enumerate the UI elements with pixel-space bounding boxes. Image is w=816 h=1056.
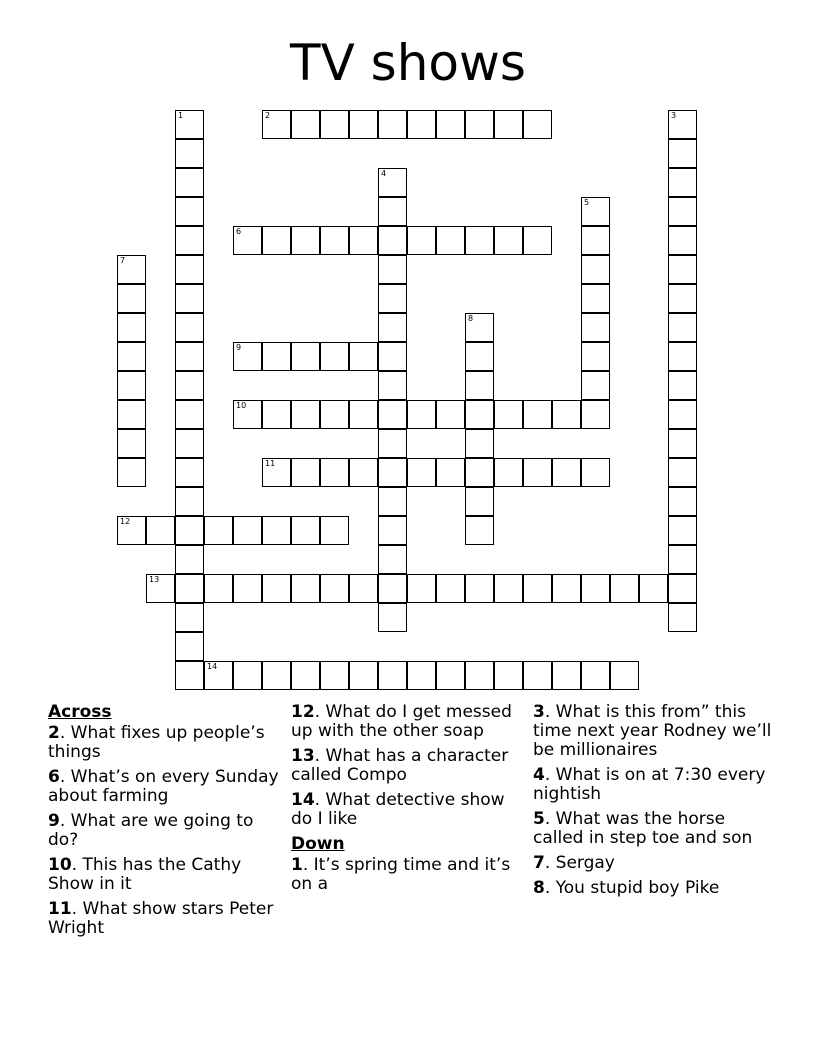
- crossword-cell[interactable]: [378, 226, 407, 255]
- crossword-cell[interactable]: [262, 110, 291, 139]
- crossword-cell[interactable]: [494, 458, 523, 487]
- crossword-cell[interactable]: [581, 226, 610, 255]
- clue-column-3: [533, 703, 773, 904]
- crossword-cell[interactable]: [378, 458, 407, 487]
- crossword-cell[interactable]: [668, 110, 697, 139]
- crossword-cell[interactable]: [436, 400, 465, 429]
- crossword-cell[interactable]: [349, 110, 378, 139]
- crossword-cell[interactable]: [668, 313, 697, 342]
- crossword-cell[interactable]: [117, 516, 146, 545]
- crossword-cell[interactable]: [407, 400, 436, 429]
- clue-number: 9: [236, 343, 242, 352]
- crossword-cell[interactable]: [552, 400, 581, 429]
- crossword-cell[interactable]: [465, 516, 494, 545]
- crossword-cell[interactable]: [175, 168, 204, 197]
- crossword-cell[interactable]: [117, 284, 146, 313]
- crossword-cell[interactable]: [668, 516, 697, 545]
- crossword-cell[interactable]: [668, 255, 697, 284]
- crossword-cell[interactable]: [204, 516, 233, 545]
- clue-number: 12: [120, 517, 131, 526]
- crossword-cell[interactable]: [175, 139, 204, 168]
- crossword-cell[interactable]: [349, 574, 378, 603]
- crossword-cell[interactable]: [349, 458, 378, 487]
- crossword-cell[interactable]: [610, 574, 639, 603]
- crossword-cell[interactable]: [146, 516, 175, 545]
- clue-across-11: 11. What show stars Peter Wright: [48, 899, 274, 938]
- crossword-cell[interactable]: [581, 400, 610, 429]
- crossword-cell[interactable]: [465, 371, 494, 400]
- crossword-cell[interactable]: [291, 400, 320, 429]
- crossword-cell[interactable]: [262, 226, 291, 255]
- crossword-cell[interactable]: [378, 429, 407, 458]
- crossword-cell[interactable]: [175, 458, 204, 487]
- crossword-cell[interactable]: [668, 139, 697, 168]
- crossword-cell[interactable]: [378, 110, 407, 139]
- crossword-cell[interactable]: [320, 661, 349, 690]
- crossword-cell[interactable]: [552, 458, 581, 487]
- clue-down-7: 7. Sergay: [533, 853, 615, 873]
- crossword-cell[interactable]: [291, 458, 320, 487]
- crossword-cell[interactable]: [494, 226, 523, 255]
- crossword-cell[interactable]: [291, 110, 320, 139]
- crossword-cell[interactable]: [349, 342, 378, 371]
- clue-across-10: 10. This has the Cathy Show in it: [48, 855, 242, 894]
- clue-across-14: 14. What detective show do I like: [291, 790, 505, 829]
- clue-across-12: 12. What do I get messed up with the other soap: [291, 702, 512, 741]
- crossword-cell[interactable]: [262, 661, 291, 690]
- crossword-cell[interactable]: [175, 400, 204, 429]
- crossword-cell[interactable]: [407, 661, 436, 690]
- crossword-cell[interactable]: [175, 313, 204, 342]
- crossword-cell[interactable]: [436, 226, 465, 255]
- crossword-cell[interactable]: [146, 574, 175, 603]
- crossword-cell[interactable]: [668, 284, 697, 313]
- crossword-cell[interactable]: [581, 197, 610, 226]
- crossword-cell[interactable]: [610, 661, 639, 690]
- crossword-cell[interactable]: [581, 313, 610, 342]
- crossword-cell[interactable]: [436, 661, 465, 690]
- clue-down-8: 8. You stupid boy Pike: [533, 878, 720, 898]
- clue-column-1: [48, 703, 288, 944]
- crossword-cell[interactable]: [320, 458, 349, 487]
- crossword-cell[interactable]: [465, 400, 494, 429]
- crossword-cell[interactable]: [320, 400, 349, 429]
- crossword-cell[interactable]: [291, 574, 320, 603]
- crossword-cell[interactable]: [407, 574, 436, 603]
- crossword-cell[interactable]: [117, 342, 146, 371]
- clue-number: 1: [178, 111, 184, 120]
- crossword-cell[interactable]: [117, 400, 146, 429]
- clue-number: 7: [120, 256, 126, 265]
- crossword-cell[interactable]: [204, 574, 233, 603]
- crossword-cell[interactable]: [523, 458, 552, 487]
- crossword-cell[interactable]: [581, 284, 610, 313]
- crossword-cell[interactable]: [378, 574, 407, 603]
- clue-across-13: 13. What has a character called Compo: [291, 746, 509, 785]
- crossword-cell[interactable]: [233, 516, 262, 545]
- crossword-cell[interactable]: [262, 342, 291, 371]
- crossword-cell[interactable]: [233, 226, 262, 255]
- crossword-cell[interactable]: [523, 226, 552, 255]
- crossword-cell[interactable]: [581, 255, 610, 284]
- page-title: TV shows: [290, 34, 526, 92]
- crossword-cell[interactable]: [523, 574, 552, 603]
- crossword-cell[interactable]: [407, 458, 436, 487]
- clue-across-2: 2. What fixes up people’s things: [48, 723, 265, 762]
- crossword-cell[interactable]: [378, 313, 407, 342]
- crossword-cell[interactable]: [465, 110, 494, 139]
- crossword-cell[interactable]: [320, 342, 349, 371]
- crossword-cell[interactable]: [262, 574, 291, 603]
- crossword-cell[interactable]: [175, 632, 204, 661]
- crossword-cell[interactable]: [378, 545, 407, 574]
- across-heading: Across: [48, 702, 112, 722]
- crossword-cell[interactable]: [668, 487, 697, 516]
- crossword-cell[interactable]: [175, 545, 204, 574]
- crossword-cell[interactable]: [262, 458, 291, 487]
- clue-number: 13: [149, 575, 160, 584]
- crossword-cell[interactable]: [465, 429, 494, 458]
- crossword-cell[interactable]: [465, 487, 494, 516]
- crossword-cell[interactable]: [523, 400, 552, 429]
- crossword-cell[interactable]: [175, 255, 204, 284]
- crossword-cell[interactable]: [378, 603, 407, 632]
- crossword-cell[interactable]: [494, 661, 523, 690]
- crossword-cell[interactable]: [378, 516, 407, 545]
- crossword-cell[interactable]: [552, 661, 581, 690]
- clue-number: 2: [265, 111, 271, 120]
- crossword-cell[interactable]: [494, 400, 523, 429]
- crossword-cell[interactable]: [465, 574, 494, 603]
- crossword-cell[interactable]: [668, 400, 697, 429]
- crossword-cell[interactable]: [668, 574, 697, 603]
- crossword-cell[interactable]: [378, 400, 407, 429]
- crossword-cell[interactable]: [378, 342, 407, 371]
- crossword-cell[interactable]: [117, 429, 146, 458]
- crossword-cell[interactable]: [233, 661, 262, 690]
- crossword-cell[interactable]: [291, 342, 320, 371]
- crossword-cell[interactable]: [175, 226, 204, 255]
- crossword-cell[interactable]: [233, 342, 262, 371]
- crossword-cell[interactable]: [668, 429, 697, 458]
- clue-down-1: 1. It’s spring time and it’s on a: [291, 855, 511, 894]
- crossword-cell[interactable]: [320, 516, 349, 545]
- crossword-cell[interactable]: [175, 661, 204, 690]
- crossword-cell[interactable]: [581, 574, 610, 603]
- clue-number: 3: [671, 111, 677, 120]
- crossword-cell[interactable]: [378, 371, 407, 400]
- clue-across-6: 6. What’s on every Sunday about farming: [48, 767, 279, 806]
- crossword-cell[interactable]: [581, 342, 610, 371]
- clue-down-5: 5. What was the horse called in step toe and son: [533, 809, 753, 848]
- crossword-cell[interactable]: [465, 226, 494, 255]
- crossword-cell[interactable]: [668, 197, 697, 226]
- crossword-cell[interactable]: [291, 661, 320, 690]
- crossword-cell[interactable]: [465, 458, 494, 487]
- crossword-cell[interactable]: [639, 574, 668, 603]
- crossword-cell[interactable]: [117, 313, 146, 342]
- crossword-cell[interactable]: [668, 545, 697, 574]
- crossword-cell[interactable]: [581, 371, 610, 400]
- crossword-cell[interactable]: [465, 313, 494, 342]
- crossword-cell[interactable]: [175, 487, 204, 516]
- crossword-cell[interactable]: [378, 197, 407, 226]
- clue-number: 11: [265, 459, 276, 468]
- clue-column-2: [291, 703, 531, 900]
- clue-number: 8: [468, 314, 474, 323]
- clue-number: 5: [584, 198, 590, 207]
- crossword-cell[interactable]: [668, 603, 697, 632]
- crossword-cell[interactable]: [175, 110, 204, 139]
- clue-down-4: 4. What is on at 7:30 every nightish: [533, 765, 766, 804]
- clue-number: 4: [381, 169, 387, 178]
- crossword-cell[interactable]: [494, 574, 523, 603]
- crossword-cell[interactable]: [436, 574, 465, 603]
- crossword-cell[interactable]: [668, 371, 697, 400]
- clue-across-9: 9. What are we going to do?: [48, 811, 254, 850]
- clue-number: 10: [236, 401, 247, 410]
- crossword-cell[interactable]: [581, 661, 610, 690]
- crossword-cell[interactable]: [117, 458, 146, 487]
- crossword-cell[interactable]: [117, 255, 146, 284]
- crossword-cell[interactable]: [262, 516, 291, 545]
- crossword-cell[interactable]: [175, 342, 204, 371]
- crossword-cell[interactable]: [668, 168, 697, 197]
- crossword-cell[interactable]: [407, 110, 436, 139]
- crossword-cell[interactable]: [175, 197, 204, 226]
- crossword-cell[interactable]: [233, 400, 262, 429]
- crossword-cell[interactable]: [291, 226, 320, 255]
- crossword-cell[interactable]: [378, 255, 407, 284]
- crossword-cell[interactable]: [436, 458, 465, 487]
- crossword-cell[interactable]: [175, 574, 204, 603]
- crossword-cell[interactable]: [320, 574, 349, 603]
- crossword-cell[interactable]: [320, 226, 349, 255]
- crossword-cell[interactable]: [349, 661, 378, 690]
- crossword-cell[interactable]: [320, 110, 349, 139]
- crossword-cell[interactable]: [175, 284, 204, 313]
- crossword-cell[interactable]: [436, 110, 465, 139]
- crossword-cell[interactable]: [233, 574, 262, 603]
- crossword-cell[interactable]: [175, 603, 204, 632]
- crossword-cell[interactable]: [668, 226, 697, 255]
- crossword-cell[interactable]: [523, 110, 552, 139]
- crossword-cell[interactable]: [494, 110, 523, 139]
- clue-down-3: 3. What is this from” this time next year Rodney we’ll be millionaires: [533, 702, 772, 760]
- crossword-cell[interactable]: [668, 342, 697, 371]
- crossword-cell[interactable]: [378, 168, 407, 197]
- crossword-cell[interactable]: [175, 516, 204, 545]
- crossword-cell[interactable]: [668, 458, 697, 487]
- crossword-cell[interactable]: [523, 661, 552, 690]
- crossword-cell[interactable]: [175, 371, 204, 400]
- crossword-cell[interactable]: [552, 574, 581, 603]
- crossword-cell[interactable]: [378, 487, 407, 516]
- crossword-cell[interactable]: [117, 371, 146, 400]
- crossword-cell[interactable]: [349, 400, 378, 429]
- crossword-cell[interactable]: [204, 661, 233, 690]
- crossword-cell[interactable]: [378, 284, 407, 313]
- clue-number: 6: [236, 227, 242, 236]
- crossword-cell[interactable]: [407, 226, 436, 255]
- down-heading: Down: [291, 834, 345, 854]
- crossword-cell[interactable]: [349, 226, 378, 255]
- crossword-cell[interactable]: [175, 429, 204, 458]
- clue-number: 14: [207, 662, 218, 671]
- crossword-cell[interactable]: [378, 661, 407, 690]
- crossword-cell[interactable]: [262, 400, 291, 429]
- crossword-cell[interactable]: [465, 661, 494, 690]
- crossword-cell[interactable]: [465, 342, 494, 371]
- crossword-cell[interactable]: [291, 516, 320, 545]
- crossword-cell[interactable]: [581, 458, 610, 487]
